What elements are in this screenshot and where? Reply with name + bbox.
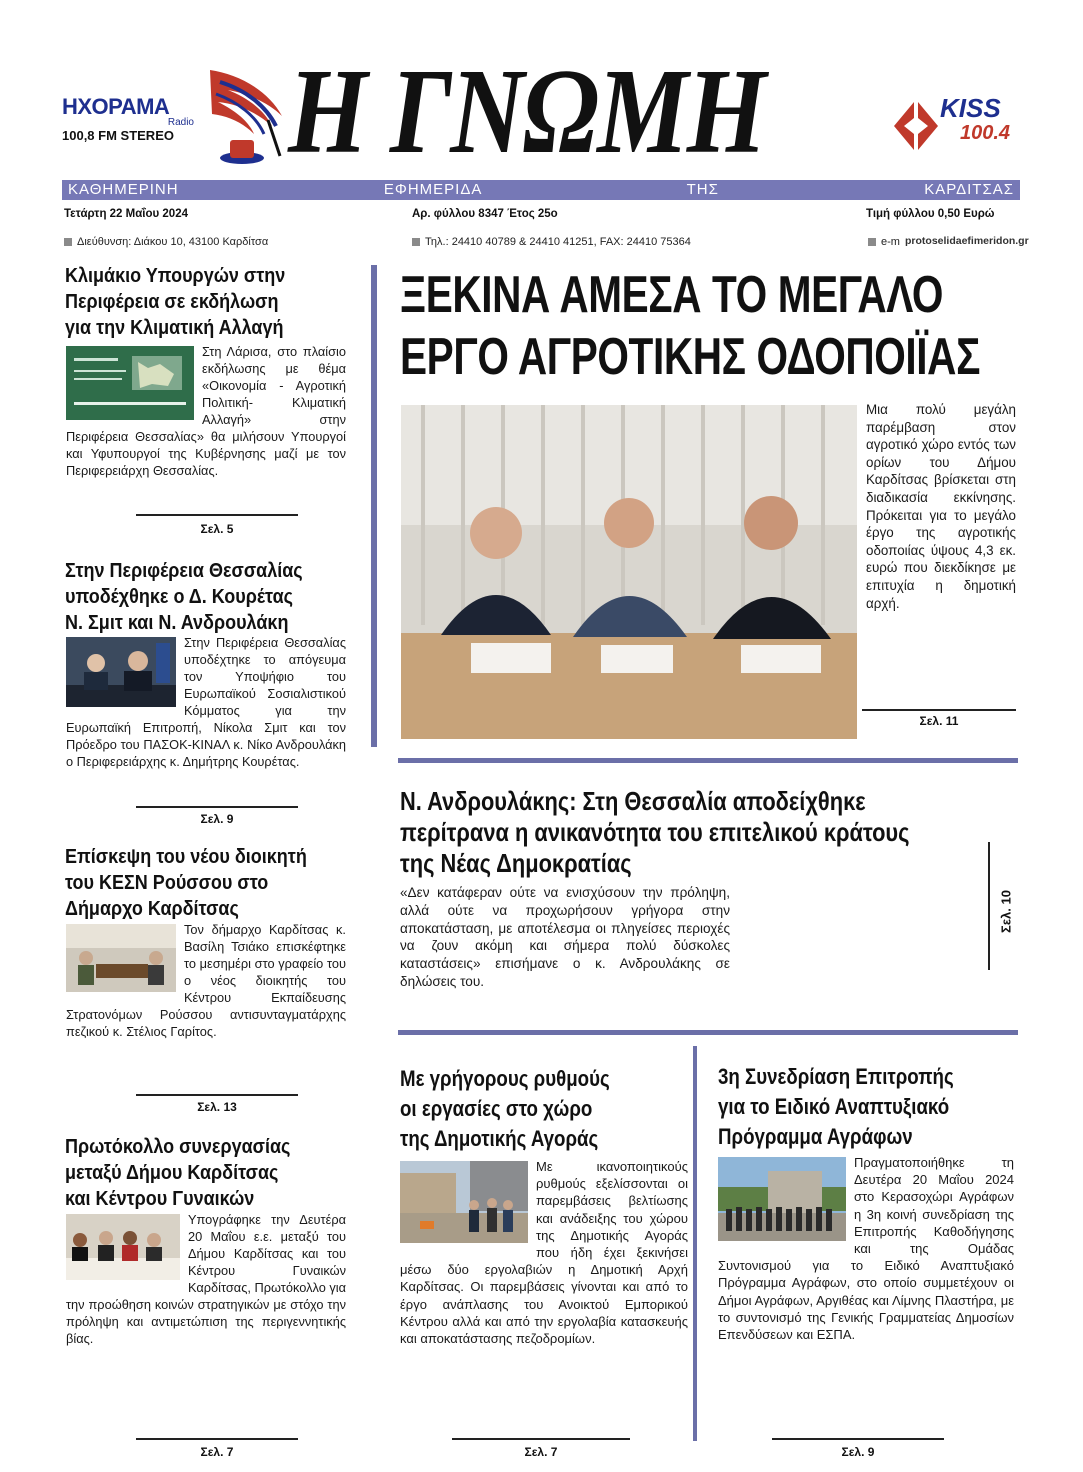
- radio-brand: ΗΧΟΡΑΜΑ: [62, 94, 170, 119]
- agrafa-divider: [772, 1438, 944, 1440]
- androulakis-page-ref[interactable]: Σελ. 10: [988, 842, 1016, 970]
- article-3-page-ref[interactable]: Σελ. 13: [197, 1100, 237, 1114]
- market-photo: [400, 1161, 528, 1243]
- radio-frequency: 100,8 FM STEREO: [62, 128, 174, 143]
- article-4-page-ref[interactable]: Σελ. 7: [200, 1445, 234, 1459]
- main-story-body: Μια πολύ μεγάλη παρέμβαση στον αγροτικό χώρο εντός των ορίων του Δήμου Καρδίτσας βρίσκεται στη διαδικασία εκκίνησης. Πρόκειται για το μεγάλο έργο της αγροτικής οδοποιίας ύψους 4,3 εκ. ευρώ που διεκδίκησε με επιτυχία η δημοτική αρχή.: [866, 402, 1016, 611]
- issue-price: Τιμή φύλλου 0,50 Ευρώ: [866, 208, 995, 220]
- article-3-body: Τον δήμαρχο Καρδίτσας κ. Βασίλη Τσιάκο επισκέφτηκε το μεσημέρι στο γραφείο του ο νέος διοικητής του Κέντρου Εκπαίδευσης Στρατονόμων Ρούσσου αντισυνταγματάρχης πεζικού κ. Στέλιος Γαρίτος.: [66, 922, 346, 1039]
- agrafa-photo: [718, 1157, 846, 1241]
- agrafa-page-ref[interactable]: Σελ. 9: [841, 1445, 875, 1459]
- agrafa-headline[interactable]: 3η Συνεδρίαση Επιτροπής για το Ειδικό Αναπτυξιακό Πρόγραμμα Αγράφων: [718, 1064, 954, 1149]
- kiss-lips-icon: [890, 98, 942, 154]
- main-story-page-ref[interactable]: Σελ. 11: [919, 714, 959, 728]
- watermark-site: protoselidaefimeridon.gr: [905, 235, 1029, 247]
- article-4-headline[interactable]: Πρωτόκολλο συνεργασίας μεταξύ Δήμου Καρδίτσας και Κέντρου Γυναικών: [65, 1136, 291, 1210]
- article-4-photo: [66, 1214, 180, 1280]
- article-3-headline[interactable]: Επίσκεψη του νέου διοικητή του ΚΕΣΝ Ρούσσου στο Δήμαρχο Καρδίτσας: [65, 846, 307, 920]
- article-1-divider: [136, 514, 298, 516]
- section-divider-1: [398, 758, 1018, 763]
- issue-date: Τετάρτη 22 Μαΐου 2024: [64, 208, 188, 220]
- contact-email: e-m: [868, 234, 900, 250]
- article-3-photo: [66, 924, 176, 992]
- market-body: Με ικανοποιητικούς ρυθμούς εξελίσσονται οι παρεμβάσεις βελτίωσης και ανάδειξης του χώρου της Δημοτικής Αγοράς που ήδη έχει ξεκινήσει μέσω δύο εργολαβιών η Δημοτική Αρχή Καρδίτσας. Οι παρεμβάσεις γίνονται και από το έργο ανάπλασης του Ανοικτού Εμπορικού Κέντρου αλλά και από την εργολαβία κατασκευής και αποκατάστασης πεζοδρομίων.: [400, 1159, 688, 1347]
- masthead-subtitle-bar: ΚΑΘΗΜΕΡΙΝΗ ΕΦΗΜΕΡΙΔΑ ΤΗΣ ΚΑΡΔΙΤΣΑΣ: [62, 180, 1020, 200]
- article-1-photo: [66, 346, 194, 420]
- article-2-photo: [66, 637, 176, 707]
- article-1-page-ref[interactable]: Σελ. 5: [200, 522, 234, 536]
- article-2-body: Στην Περιφέρεια Θεσσαλίας υποδέχτηκε το απόγευμα τον Υποψήφιο του Ευρωπαϊκού Σοσιαλιστικού Κόμματος για την Ευρωπαϊκή Επιτροπή, Νίκολα Σμιτ και τον Πρόεδρο του ΠΑΣΟΚ-ΚΙΝΑΛ κ. Νίκο Ανδρουλάκη ο Περιφερειάρχης κ. Δημήτρης Κουρέτας.: [66, 635, 346, 769]
- issue-number: Αρ. φύλλου 8347 Έτος 25ο: [412, 208, 558, 220]
- article-4-body: Υπογράφηκε την Δευτέρα 20 Μαΐου ε.ε. μεταξύ του Δήμου Καρδίτσας και του Κέντρου Γυναικών Καρδίτσας, Πρωτόκολλο για την προώθηση κοινών στρατηγικών με στόχο την πρόληψη και αντιμετώπιση της περιγεννητικής βίας.: [66, 1212, 347, 1346]
- article-2-headline[interactable]: Στην Περιφέρεια Θεσσαλίας υποδέχθηκε ο Δ. Κουρέτας Ν. Σμιτ και Ν. Ανδρουλάκη: [65, 560, 303, 634]
- quill-ink-logo-icon: [198, 60, 290, 168]
- main-story-divider: [862, 709, 1016, 711]
- agrafa-body: Πραγματοποιήθηκε τη Δευτέρα 20 Μαΐου 2024 στο Κερασοχώρι Αγράφων η 3η κοινή συνεδρίαση της Επιτροπής Καθοδήγησης και της Ομάδας Συντονισμού για το Ειδικό Αναπτυξιακό Πρόγραμμα Αγράφων, στο οποίο συμμετέχουν οι Δήμοι Αγράφων, Αργιθέας και Λίμνης Πλαστήρα, με το συντονισμό της Γενικής Γραμματείας Δημοσίων Επενδύσεων και ΕΣΠΑ.: [718, 1155, 1014, 1343]
- article-2-page-ref[interactable]: Σελ. 9: [200, 812, 234, 826]
- kiss-radio-logo: [890, 92, 1020, 162]
- section-divider-2: [398, 1030, 1018, 1035]
- article-2-divider: [136, 806, 298, 808]
- androulakis-headline[interactable]: Ν. Ανδρουλάκης: Στη Θεσσαλία αποδείχθηκε περίτρανα η ανικανότητα του επιτελικού κράτους της Νέας Δημοκρατίας: [400, 786, 910, 878]
- radio-ichorama-logo: [62, 96, 202, 144]
- article-1-body: Στη Λάρισα, στο πλαίσιο εκδήλωσης με θέμα «Οικονομία - Αγροτική Πολιτική- Κλιματική Αλλαγή» στην Περιφέρεια Θεσσαλίας» θα μιλήσουν Υπουργοί και Υφυπουργοί της Κυβέρνησης μαζί με τον Περιφερειάρχη Θεσσαλίας.: [66, 344, 346, 478]
- main-story-accent-bar: [371, 265, 377, 747]
- article-3-divider: [136, 1094, 298, 1096]
- kiss-frequency: 100.4: [960, 122, 1011, 144]
- article-1-headline[interactable]: Κλιμάκιο Υπουργών στην Περιφέρεια σε εκδήλωση για την Κλιματική Αλλαγή: [65, 265, 286, 339]
- main-headline[interactable]: ΞΕΚΙΝΑ ΑΜΕΣΑ ΤΟ ΜΕΓΑΛΟ ΕΡΓΟ ΑΓΡΟΤΙΚΗΣ ΟΔΟΠΟΙΪΑΣ: [400, 266, 981, 386]
- market-divider: [452, 1438, 630, 1440]
- main-story-photo: [401, 405, 857, 739]
- radio-sub: Radio: [167, 117, 194, 128]
- newspaper-title: Η ΓΝΩΜΗ: [288, 44, 765, 179]
- kiss-brand: KISS: [940, 93, 1001, 123]
- market-headline[interactable]: Με γρήγορους ρυθμούς οι εργασίες στο χώρο της Δημοτικής Αγοράς: [400, 1066, 610, 1151]
- column-divider: [693, 1046, 697, 1441]
- market-page-ref[interactable]: Σελ. 7: [524, 1445, 558, 1459]
- article-4-divider: [136, 1438, 298, 1440]
- androulakis-body: «Δεν κατάφεραν ούτε να ενισχύσουν την πρόληψη, αλλά ούτε να προχωρήσουν γρήγορα στην αποκατάσταση, με αποτέλεσμα οι πληγείσες περιοχές να ζουν ακόμη και σήμερα πολύ δύσκολες καταστάσεις» επισήμανε ο κ. Ανδρουλάκης σε δηλώσεις του.: [400, 885, 730, 989]
- contact-phones: Τηλ.: 24410 40789 & 24410 41251, FAX: 24410 75364: [412, 234, 691, 250]
- contact-address: Διεύθυνση: Διάκου 10, 43100 Καρδίτσα: [64, 234, 268, 250]
